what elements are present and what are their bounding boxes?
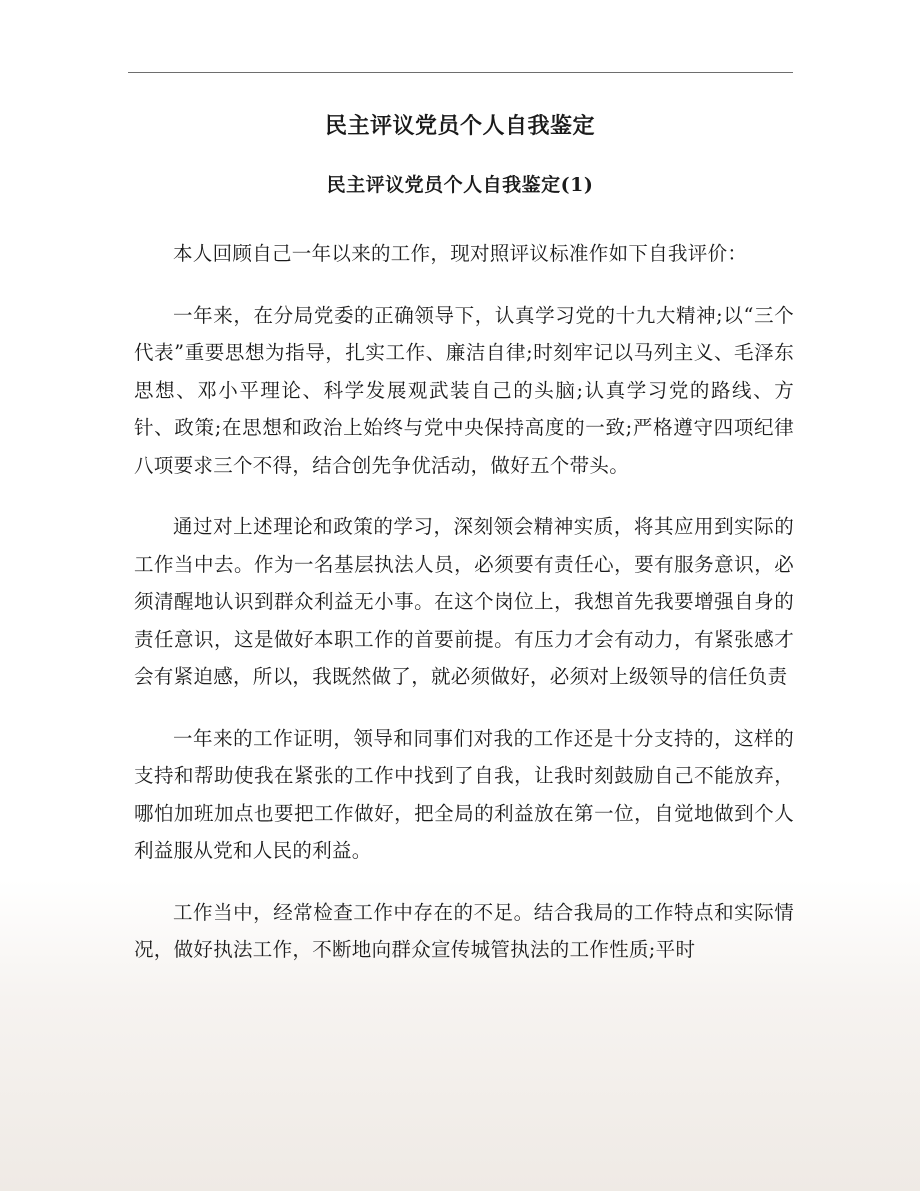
- document-body: [134, 235, 794, 993]
- document-subtitle: 民主评议党员个人自我鉴定(1): [326, 174, 594, 196]
- paragraph-intro: 本人回顾自己一年以来的工作，现对照评议标准作如下自我评价：: [173, 242, 748, 265]
- document-title: 民主评议党员个人自我鉴定: [324, 113, 595, 139]
- paragraph-responsibility: 通过对上述理论和政策的学习，深刻领会精神实质，将其应用到实际的工作当中去。作为一名基层执法人员，必须要有责任心，要有服务意识，必须清醒地认识到群众利益无小事。在这个岗位上，我想首先我要增强自身的责任意识，这是做好本职工作的首要前提。有压力才会有动力，有紧张感才会有紧迫感，所以，我既然做了，就必须做好，必须对上级领导的信任负责: [134, 515, 794, 688]
- paragraph-work: 工作当中，经常检查工作中存在的不足。结合我局的工作特点和实际情况，做好执法工作，不断地向群众宣传城管执法的工作性质;平时: [134, 900, 794, 961]
- paragraph-support: 一年来的工作证明，领导和同事们对我的工作还是十分支持的，这样的支持和帮助使我在紧张的工作中找到了自我，让我时刻鼓励自己不能放弃，哪怕加班加点也要把工作做好，把全局的利益放在第一位，自觉地做到个人利益服从党和人民的利益。: [134, 726, 794, 862]
- paragraph-study: 一年来，在分局党委的正确领导下，认真学习党的十九大精神;以“三个代表”重要思想为指导，扎实工作、廉洁自律;时刻牢记以马列主义、毛泽东思想、邓小平理论、科学发展观武装自己的头脑;认真学习党的路线、方针、政策;在思想和政治上始终与党中央保持高度的一致;严格遵守四项纪律八项要求三个不得，结合创先争优活动，做好五个带头。: [134, 303, 794, 477]
- header-rule: [128, 72, 793, 73]
